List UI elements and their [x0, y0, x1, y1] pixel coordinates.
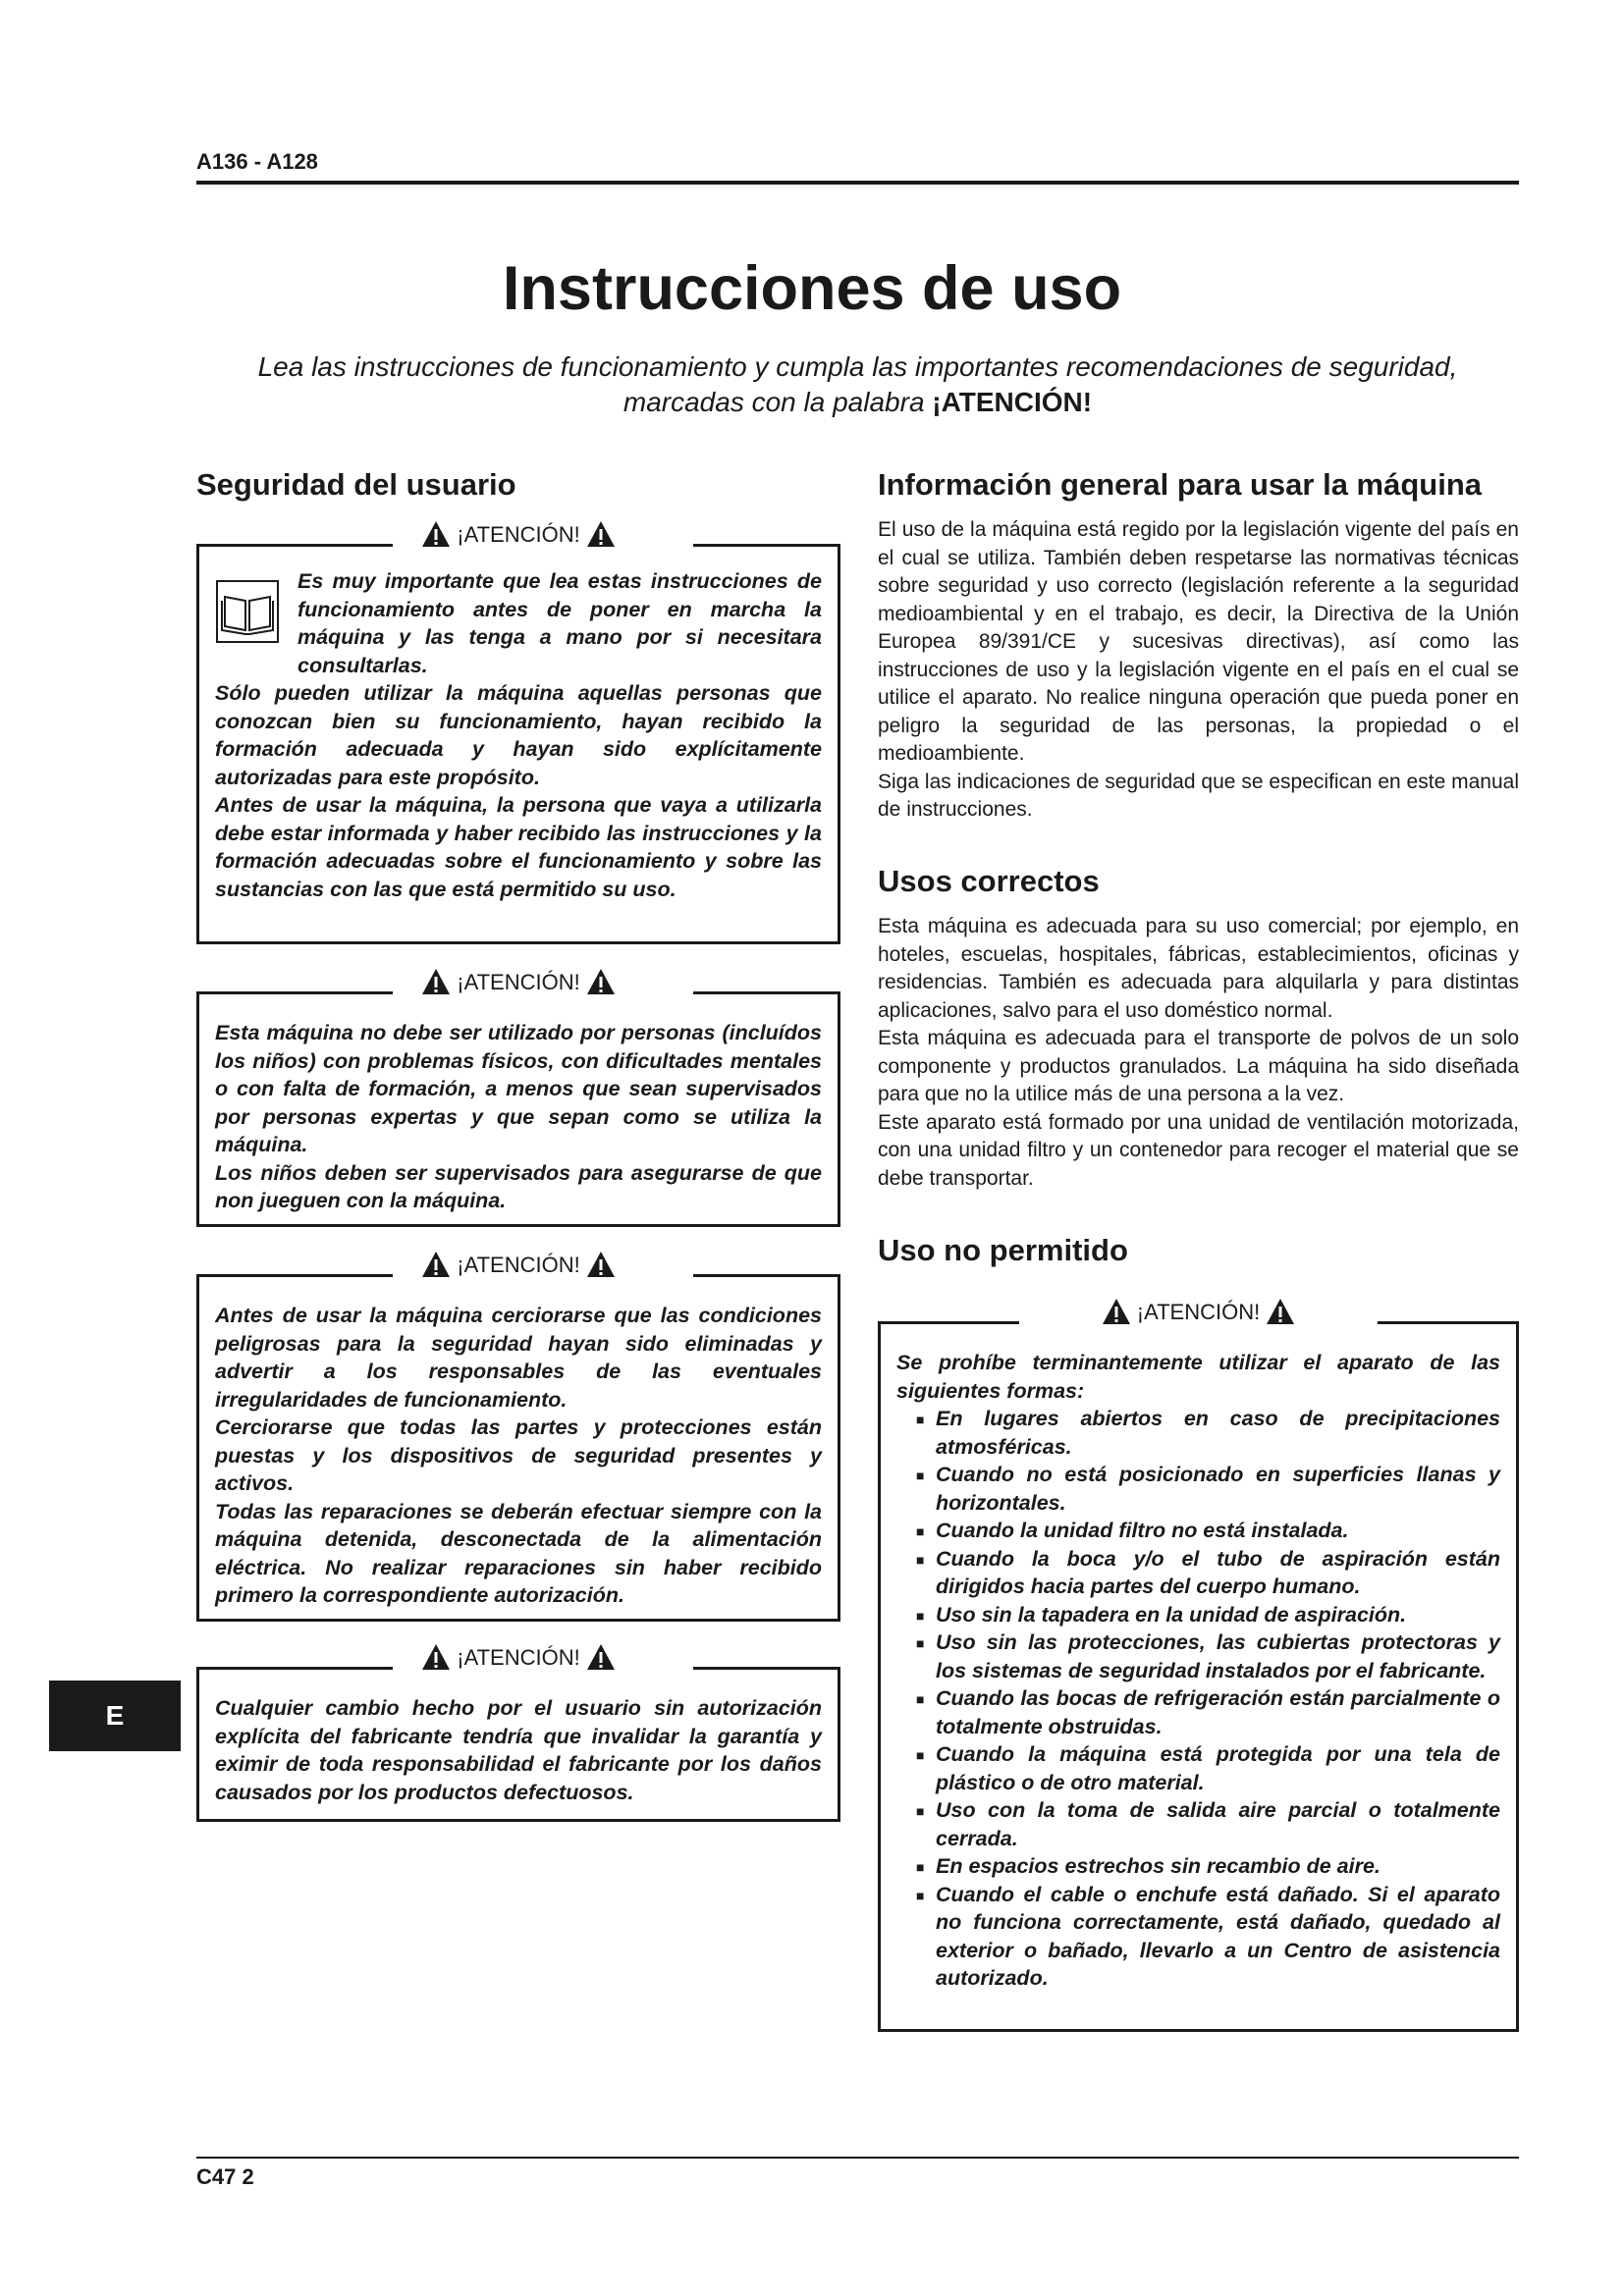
warning-triangle-icon	[586, 1643, 616, 1671]
language-tab: E	[49, 1681, 181, 1751]
warning-header	[881, 1298, 1516, 1325]
list-item: ■ Cuando la unidad filtro no está instalada.	[896, 1517, 1500, 1545]
paragraph: Este aparato está formado por una unidad de ventilación motorizada, con una unidad filtro y un contenedor para recoger el material que se debe transportar.	[878, 1110, 1519, 1190]
warning-triangle-icon	[1102, 1298, 1131, 1325]
footer-rule	[196, 2157, 1519, 2159]
warning-header	[199, 1643, 838, 1671]
warning-label: ¡ATENCIÓN!	[457, 1645, 580, 1670]
warning-paragraph: Antes de usar la máquina cerciorarse que las condiciones peligrosas para la seguridad hayan sido eliminadas y advertir a los responsables de las eventuales irregularidades de funcionamiento.	[215, 1304, 822, 1412]
warning-paragraph: Los niños deben ser supervisados para asegurarse de que non jueguen con la máquina.	[215, 1160, 822, 1212]
list-item: ■ En espacios estrechos sin recambio de aire.	[896, 1852, 1500, 1881]
warning-label: ¡ATENCIÓN!	[1136, 1300, 1261, 1324]
list-item: ■ Uso sin la tapadera en la unidad de aspiración.	[896, 1601, 1500, 1629]
warning-triangle-icon	[1266, 1298, 1295, 1325]
paragraph: Siga las indicaciones de seguridad que se especifican en este manual de instrucciones.	[878, 770, 1519, 821]
warning-triangle-icon	[586, 1251, 616, 1278]
warning-header	[199, 968, 838, 995]
list-item: ■ Cuando las bocas de refrigeración están parcialmente o totalmente obstruidas.	[896, 1684, 1500, 1740]
page-title: Instrucciones de uso	[502, 254, 1122, 323]
list-item: ■ Cuando el cable o enchufe está dañado. Si el aparato no funciona correctamente, está dañado, quedado al exterior o bañado, llevarlo a un Centro de asistencia autorizado.	[896, 1881, 1500, 1993]
subtitle-emphasis: ¡ATENCIÓN!	[932, 387, 1093, 417]
subtitle-text: Lea las instrucciones de funcionamiento y cumpla las importantes recomendaciones de seguridad, marcadas con la palabra	[257, 351, 1458, 417]
warning-paragraph: Cerciorarse que todas las partes y protecciones están puestas y los dispositivos de seguridad presentes y activos.	[215, 1415, 822, 1495]
prohibited-intro: Se prohíbe terminantemente utilizar el aparato de las siguientes formas:	[896, 1351, 1500, 1403]
paragraph: El uso de la máquina está regido por la legislación vigente del país en el cual se utiliza. También deben respetarse las normativas técnicas sobre seguridad y uso correcto (legislación referente a la seguridad medioambiental y en el trabajo, es decir, la Directiva de la Unión Europea 89/391/CE y sucesivas directivas), así como las instrucciones de uso y la legislación vigente en el país en el cual se utilice el aparato. No realice ninguna operación que pueda poner en peligro la seguridad de las personas, la propiedad o el medioambiente.	[878, 518, 1519, 765]
warning-triangle-icon	[586, 968, 616, 995]
warning-triangle-icon	[421, 1251, 451, 1278]
warning-paragraph: Antes de usar la máquina, la persona que vaya a utilizarla debe estar informada y haber recibido las instrucciones y la formación adecuadas sobre el funcionamiento y sobre las sustancias con las que está permitido su uso.	[215, 793, 822, 901]
section-heading-user-safety: Seguridad del usuario	[196, 467, 516, 502]
general-info-text	[878, 516, 1519, 825]
list-item: ■ Cuando la máquina está protegida por una tela de plástico o de otro material.	[896, 1740, 1500, 1796]
header-rule	[196, 181, 1519, 185]
warning-box	[196, 1645, 840, 1822]
warning-box	[878, 1300, 1519, 2032]
paragraph: Esta máquina es adecuada para el transporte de polvos de un solo componente y productos granulados. La máquina ha sido diseñada para que no la utilice más de una persona a la vez.	[878, 1027, 1519, 1105]
warning-paragraph: Cualquier cambio hecho por el usuario sin autorización explícita del fabricante tendría que invalidar la garantía y eximir de toda responsabilidad el fabricante por los daños causados por los productos defectuosos.	[215, 1696, 822, 1804]
page-subtitle	[196, 349, 1519, 420]
warning-triangle-icon	[586, 520, 616, 548]
section-heading-prohibited-use: Uso no permitido	[878, 1233, 1128, 1267]
warning-intro: Es muy importante que lea estas instrucciones de funcionamiento antes de poner en marcha la máquina y las tenga a mano por si necesitara consultarlas.	[298, 569, 822, 677]
section-heading-correct-use: Usos correctos	[878, 864, 1100, 898]
warning-box	[196, 522, 840, 944]
page-code: C47 2	[196, 2164, 254, 2189]
warning-label: ¡ATENCIÓN!	[457, 1253, 580, 1277]
list-item: ■ En lugares abiertos en caso de precipitaciones atmosféricas.	[896, 1405, 1500, 1461]
warning-triangle-icon	[421, 1643, 451, 1671]
prohibited-list	[896, 1405, 1500, 1993]
list-item: ■ Uso sin las protecciones, las cubiertas protectoras y los sistemas de seguridad instalados por el fabricante.	[896, 1629, 1500, 1684]
warning-header	[199, 1251, 838, 1278]
warning-triangle-icon	[421, 520, 451, 548]
warning-triangle-icon	[421, 968, 451, 995]
warning-box	[196, 1253, 840, 1622]
warning-label: ¡ATENCIÓN!	[457, 970, 580, 994]
warning-paragraph: Esta máquina no debe ser utilizado por personas (incluídos los niños) con problemas físicos, con dificultades mentales o con falta de formación, a menos que sean supervisados por personas expertas y que sepan como se utiliza la máquina.	[215, 1021, 822, 1156]
warning-paragraph: Todas las reparaciones se deberán efectuar siempre con la máquina detenida, desconectada de la alimentación eléctrica. No realizar reparaciones sin haber recibido primero la correspondiente autorización.	[215, 1499, 822, 1607]
list-item: ■ Cuando la boca y/o el tubo de aspiración están dirigidos hacia partes del cuerpo humano.	[896, 1545, 1500, 1601]
list-item: ■ Uso con la toma de salida aire parcial o totalmente cerrada.	[896, 1796, 1500, 1852]
warning-label: ¡ATENCIÓN!	[457, 522, 580, 547]
warning-paragraph: Sólo pueden utilizar la máquina aquellas personas que conozcan bien su funcionamiento, hayan recibido la formación adecuada y hayan sido explícitamente autorizadas para este propósito.	[215, 681, 822, 789]
correct-use-text	[878, 913, 1519, 1193]
paragraph: Esta máquina es adecuada para su uso comercial; por ejemplo, en hoteles, escuelas, hospitales, fábricas, establecimientos, oficinas y residencias. También es adecuada para alquilarla y para distintas aplicaciones, salvo para el uso doméstico normal.	[878, 915, 1519, 1022]
section-heading-general-info: Información general para usar la máquina	[878, 467, 1483, 502]
warning-box	[196, 970, 840, 1227]
warning-header	[199, 520, 838, 548]
list-item: ■ Cuando no está posicionado en superficies llanas y horizontales.	[896, 1461, 1500, 1517]
model-number: A136 - A128	[196, 149, 318, 174]
manual-book-icon	[215, 579, 280, 644]
